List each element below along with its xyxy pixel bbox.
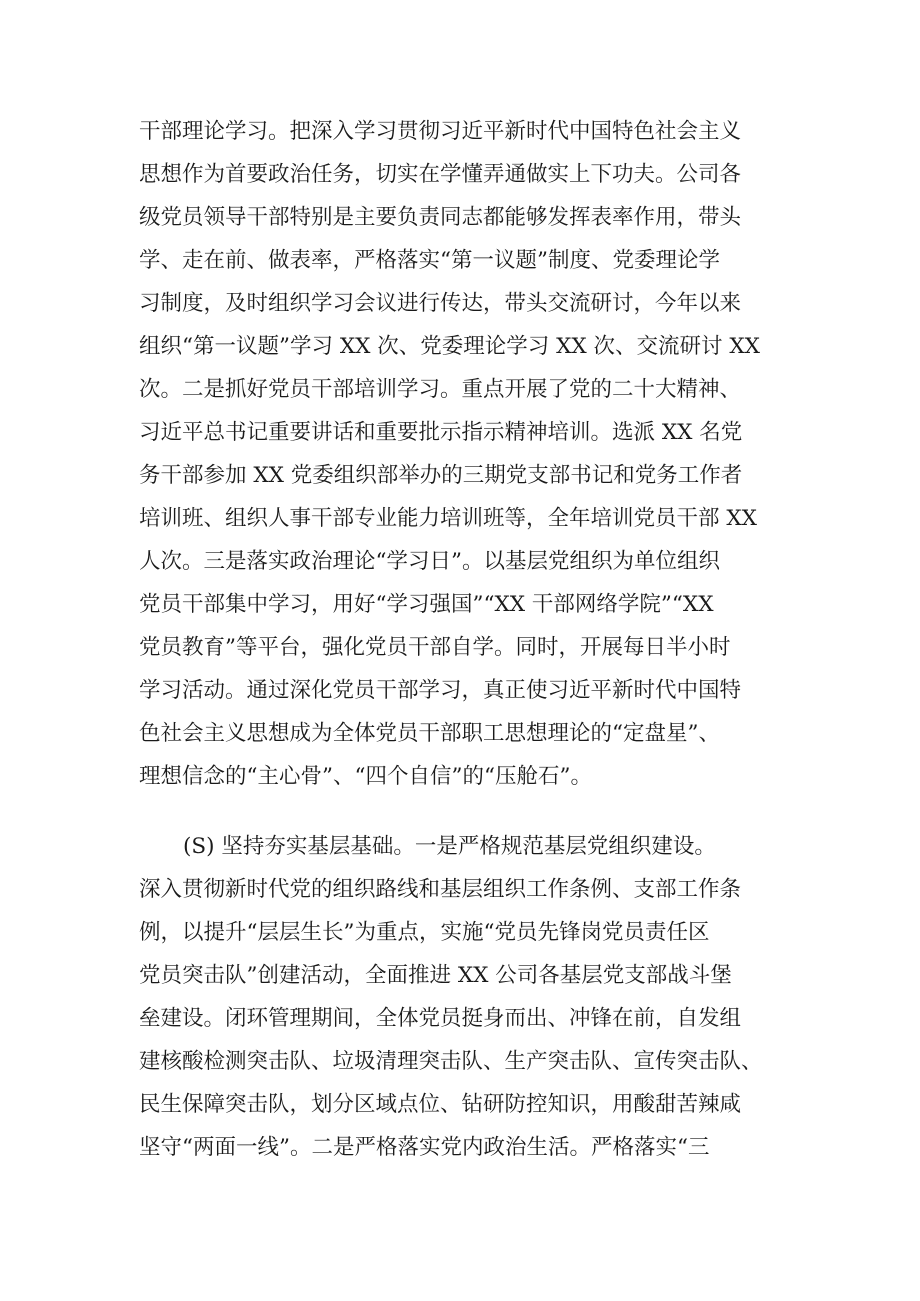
text-line: 色社会主义思想成为全体党员干部职工思想理论的“定盘星”、 [139,721,720,746]
text-line: 理想信念的“主心骨”、“四个自信”的“压舱石”。 [139,764,592,789]
text-line: 干部理论学习。把深入学习贯彻习近平新时代中国特色社会主义 [139,119,742,144]
text-line: 学、走在前、做表率，严格落实“第一议题”制度、党委理论学 [139,248,720,273]
section-heading-line: (S) 坚持夯实基层基础。一是严格规范基层党组织建设。 [183,834,716,859]
text-line: 党员突击队”创建活动，全面推进 XX 公司各基层党支部战斗堡 [139,963,732,988]
text-line: 坚守“两面一线”。二是严格落实党内政治生活。严格落实“三 [139,1135,710,1160]
text-line: 思想作为首要政治任务，切实在学懂弄通做实上下功夫。公司各 [139,162,742,187]
text-line: 党员干部集中学习，用好“学习强国”“XX 干部网络学院”“XX [139,592,714,617]
text-line: 习制度，及时组织学习会议进行传达，带头交流研讨，今年以来 [139,291,742,316]
text-line: 组织“第一议题”学习 XX 次、党委理论学习 XX 次、交流研讨 XX [139,334,760,359]
text-line: 党员教育”等平台，强化党员干部自学。同时，开展每日半小时 [139,635,731,660]
text-line: 例，以提升“层层生长”为重点，实施“党员先锋岗党员责任区 [139,920,710,945]
text-line: 务干部参加 XX 党委组织部举办的三期党支部书记和党务工作者 [139,463,743,488]
text-line: 培训班、组织人事干部专业能力培训班等，全年培训党员干部 XX [139,506,757,531]
text-line: 级党员领导干部特别是主要负责同志都能够发挥表率作用，带头 [139,205,742,230]
text-line: 建核酸检测突击队、垃圾清理突击队、生产突击队、宣传突击队、 [139,1049,763,1074]
text-line: 学习活动。通过深化党员干部学习，真正使习近平新时代中国特 [139,678,742,703]
text-line: 深入贯彻新时代党的组织路线和基层组织工作条例、支部工作条 [139,877,742,902]
paragraph-1 [139,110,789,798]
text-line: 习近平总书记重要讲话和重要批示指示精神培训。选派 XX 名党 [139,420,743,445]
text-line: 垒建设。闭环管理期间，全体党员挺身而出、冲锋在前，自发组 [139,1006,742,1031]
text-line: 人次。三是落实政治理论“学习日”。以基层党组织为单位组织 [139,549,720,574]
text-line: 民生保障突击队，划分区域点位、钻研防控知识，用酸甜苦辣咸 [139,1092,742,1117]
paragraph-2 [139,825,789,1169]
text-line: 次。二是抓好党员干部培训学习。重点开展了党的二十大精神、 [139,377,742,402]
